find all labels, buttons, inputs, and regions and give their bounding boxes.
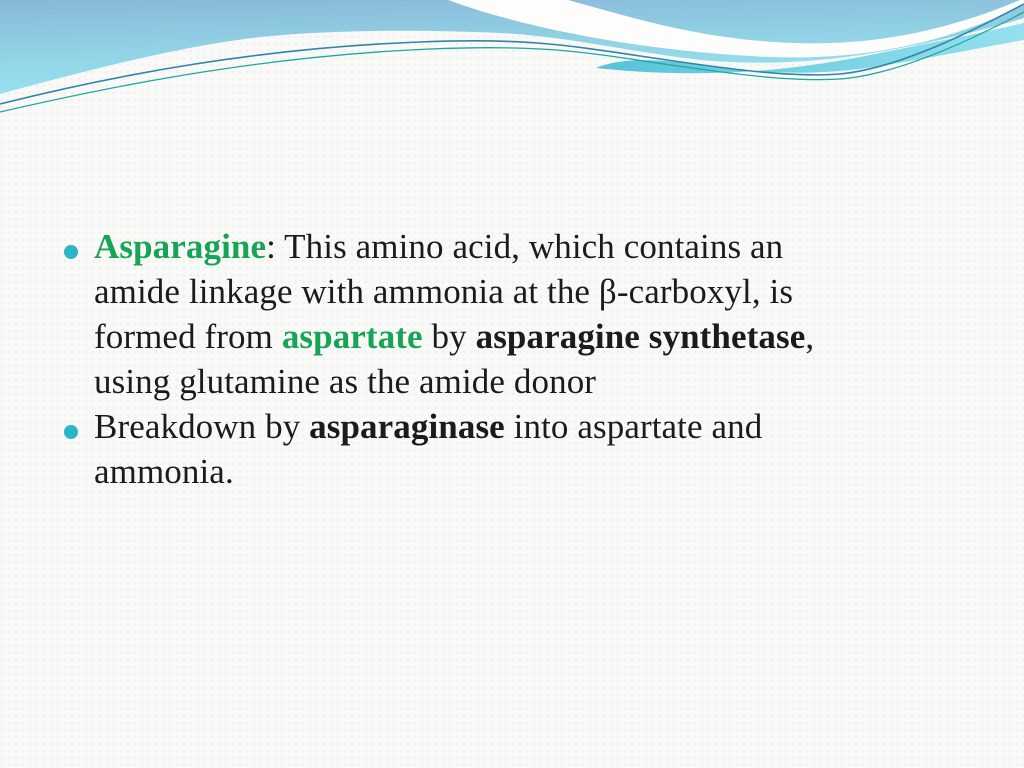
slide-body <box>64 224 964 494</box>
text-segment: amide linkage with ammonia at the β-carboxyl, is <box>94 272 794 311</box>
text-segment: into aspartate and <box>504 407 763 446</box>
text-segment: , <box>805 317 815 356</box>
text-segment: asparagine synthetase <box>475 317 806 356</box>
text-segment: using glutamine as the amide donor <box>94 362 597 401</box>
text-segment: : This amino acid, which contains an <box>266 227 784 266</box>
bullet-item-asparagine <box>64 224 964 404</box>
bullet-dot <box>64 425 78 439</box>
bullet-text-breakdown <box>94 404 762 494</box>
text-segment: Asparagine <box>94 227 267 266</box>
bullet-text-asparagine <box>94 224 814 404</box>
text-segment: aspartate <box>281 317 423 356</box>
text-segment: Breakdown by <box>94 407 310 446</box>
bullet-item-breakdown <box>64 404 964 494</box>
text-segment: asparaginase <box>309 407 505 446</box>
wave-decoration <box>0 0 1024 130</box>
text-segment: ammonia. <box>94 452 234 491</box>
text-segment: by <box>422 317 476 356</box>
text-segment: formed from <box>94 317 282 356</box>
bullet-dot <box>64 245 78 259</box>
